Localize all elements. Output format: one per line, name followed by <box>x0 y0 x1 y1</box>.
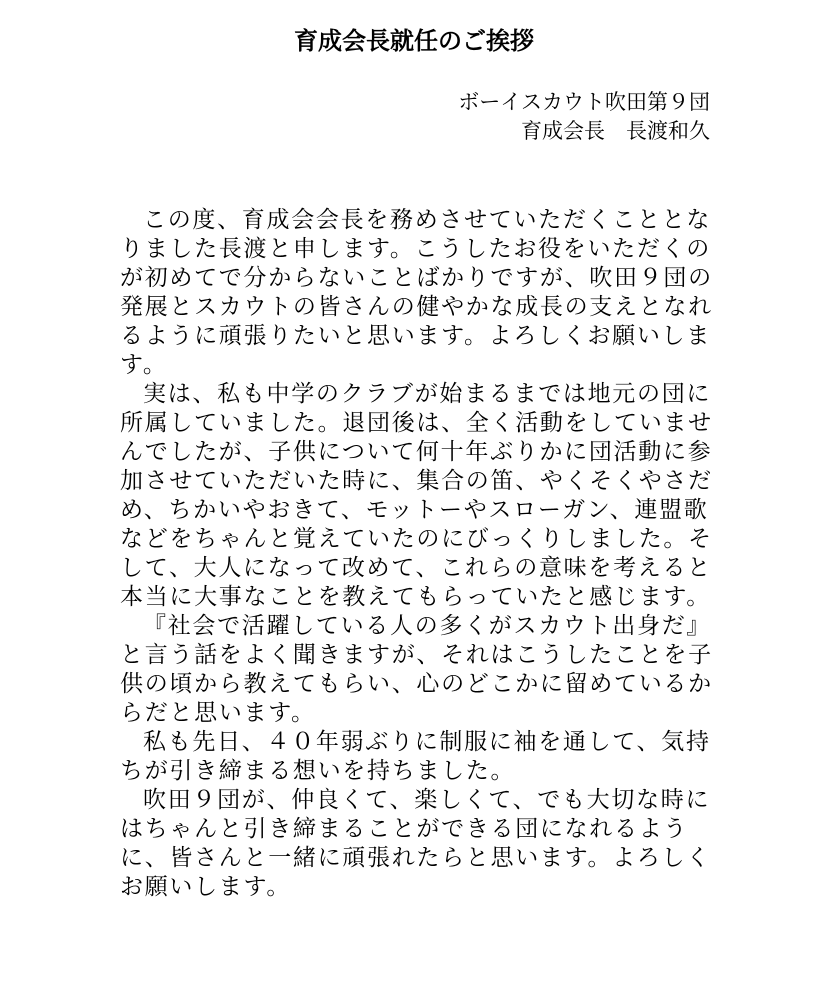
paragraph-1: この度、育成会会長を務めさせていただくこととなりました長渡と申します。こうしたお役をいただくのが初めてで分からないことばかりですが、吹田９団の発展とスカウトの皆さんの健やかな成長の支えとなれるように頑張りたいと思います。よろしくお願いします。 <box>120 207 713 378</box>
paragraph-5: 吹田９団が、仲良くて、楽しくて、でも大切な時にはちゃんと引き締まることができる団になれるように、皆さんと一緒に頑張れたらと思います。よろしくお願いします。 <box>120 787 711 900</box>
signature-block <box>458 88 710 146</box>
signature-author: 育成会長 長渡和久 <box>521 119 710 143</box>
page-title: 育成会長就任のご挨拶 <box>294 26 534 55</box>
paragraph-4: 私も先日、４０年弱ぶりに制服に袖を通して、気持ちが引き締まる想いを持ちました。 <box>120 729 711 784</box>
paragraph-2: 実は、私も中学のクラブが始まるまでは地元の団に所属していました。退団後は、全く活動をしていませんでしたが、子供について何十年ぶりかに団活動に参加させていただいた時に、集合の笛、やくそくやさだめ、ちかいやおきて、モットーやスローガン、連盟歌などをちゃんと覚えていたのにびっくりしました。そして、大人になって改めて、これらの意味を考えると本当に大事なことを教えてもらっていたと感じます。 <box>120 381 713 610</box>
signature-organization: ボーイスカウト吹田第９団 <box>458 90 710 114</box>
paragraph-3: 『社会で活躍している人の多くがスカウト出身だ』と言う話をよく聞きますが、それはこうしたことを子供の頃から教えてもらい、心のどこかに留めているからだと思います。 <box>120 613 713 726</box>
body-text <box>120 206 720 902</box>
